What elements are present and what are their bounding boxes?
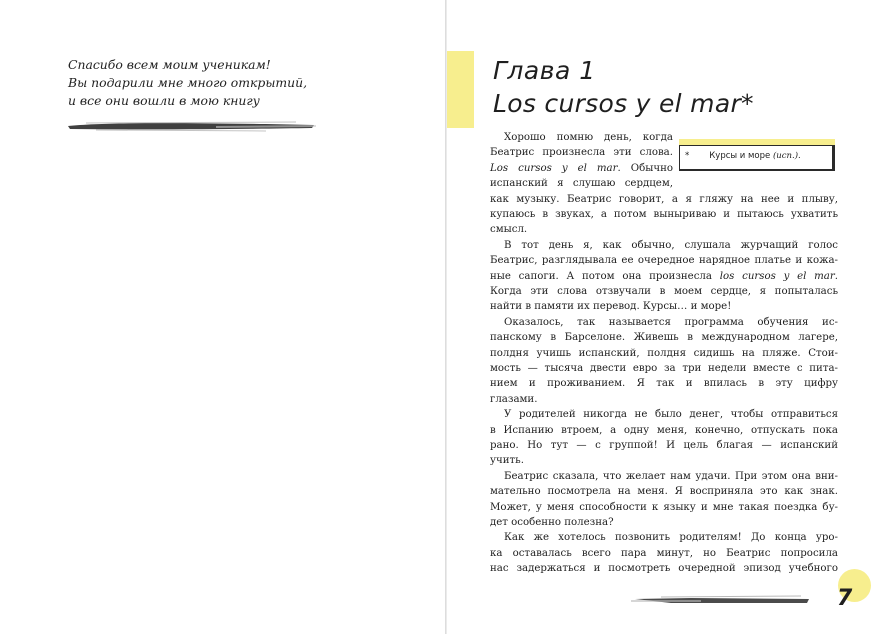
body-line: ка оставалась всего пара минут, но Беатрис попросила [490,547,838,559]
dedication-line: Вы подарили мне много открытий, [68,75,308,90]
footnote-box [679,139,837,173]
dedication-line: и все они вошли в мою книгу [68,93,260,108]
chapter-accent-bar [447,51,474,128]
page-number: 7 [837,586,853,611]
body-line: Беатрис сказала, что желает нам удачи. При этом она вни- [504,470,838,482]
body-line: как музыку. Беатрис говорит, а я гляжу на нее и плыву, [490,193,838,205]
footnote-text [685,151,801,161]
body-line: рано. Но тут — с группой! И цель благая — испанский [490,440,838,451]
right-page [447,0,893,634]
footnote-marker: * [685,151,690,161]
dedication-line: Спасибо всем моим ученикам! [68,57,271,72]
body-line: нием и проживанием. Я так и впилась в эту цифру [490,378,838,390]
body-line-italic: los cursos y el mar [719,270,835,282]
left-page [0,0,445,634]
footnote-frame [679,145,835,171]
footnote-translation: Курсы и море [709,151,771,161]
body-line: смысл. [490,224,528,236]
body-line: У родителей никогда не было денег, чтобы отправиться [504,409,838,421]
body-line: Хорошо помню день, когда [504,132,673,143]
body-line: мательно посмотрела на меня. Я восприняла это как знак. [490,486,838,498]
body-line: учить. [490,455,524,467]
body-line [490,269,838,284]
body-line: Когда эти слова отзвучали в моем сердце, я попыталась [490,286,838,297]
body-line: Как же хотелось позвонить родителям! До конца уро- [504,532,838,544]
body-line: полдня учишь испанский, полдня сидишь на пляже. Стои- [490,347,838,359]
body-line: купаюсь в звуках, а потом выныриваю и пытаюсь ухватить [490,209,838,220]
brush-stroke-decoration [66,119,316,133]
body-line: дет особенно полезна? [490,517,614,528]
body-line: испанский я слушаю сердцем, [490,178,673,190]
chapter-label: Глава 1 [493,56,596,85]
footnote-note: (исп.). [772,151,801,161]
dedication [68,56,328,110]
body-line: найти в памяти их перевод. Курсы… и море! [490,301,732,313]
body-line: В тот день я, как обычно, слушала журчащий голос [504,239,838,251]
body-line [490,161,673,176]
body-line-italic: Los cursos y el mar [490,162,618,174]
body-line-text: . Обычно [617,162,674,174]
body-line-text: ные сапоги. А потом она произнесла [490,270,720,282]
body-line: Беатрис, разглядывала ее очередное нарядное платье и кожа- [490,255,838,267]
body-line: нас задержаться и посмотреть очередной эпизод учебного [490,563,838,575]
body-line: в Испанию втроем, а одну меня, конечно, отпускать пока [490,424,838,436]
brush-stroke-decoration [631,593,811,607]
body-line: панскому в Барселоне. Живешь в международном лагере, [490,332,838,344]
body-line: мость — тысяча двести евро за три недели вместе с пита- [490,363,838,374]
body-line-text: . [834,270,838,282]
chapter-title: Los cursos y el mar* [493,89,754,118]
body-line: Беатрис произнесла эти слова. [490,147,673,159]
body-line: Может, у меня способности к языку и мне такая поездка бу- [490,501,838,513]
body-line: Оказалось, так называется программа обучения ис- [504,316,838,328]
body-line: глазами. [490,393,538,405]
